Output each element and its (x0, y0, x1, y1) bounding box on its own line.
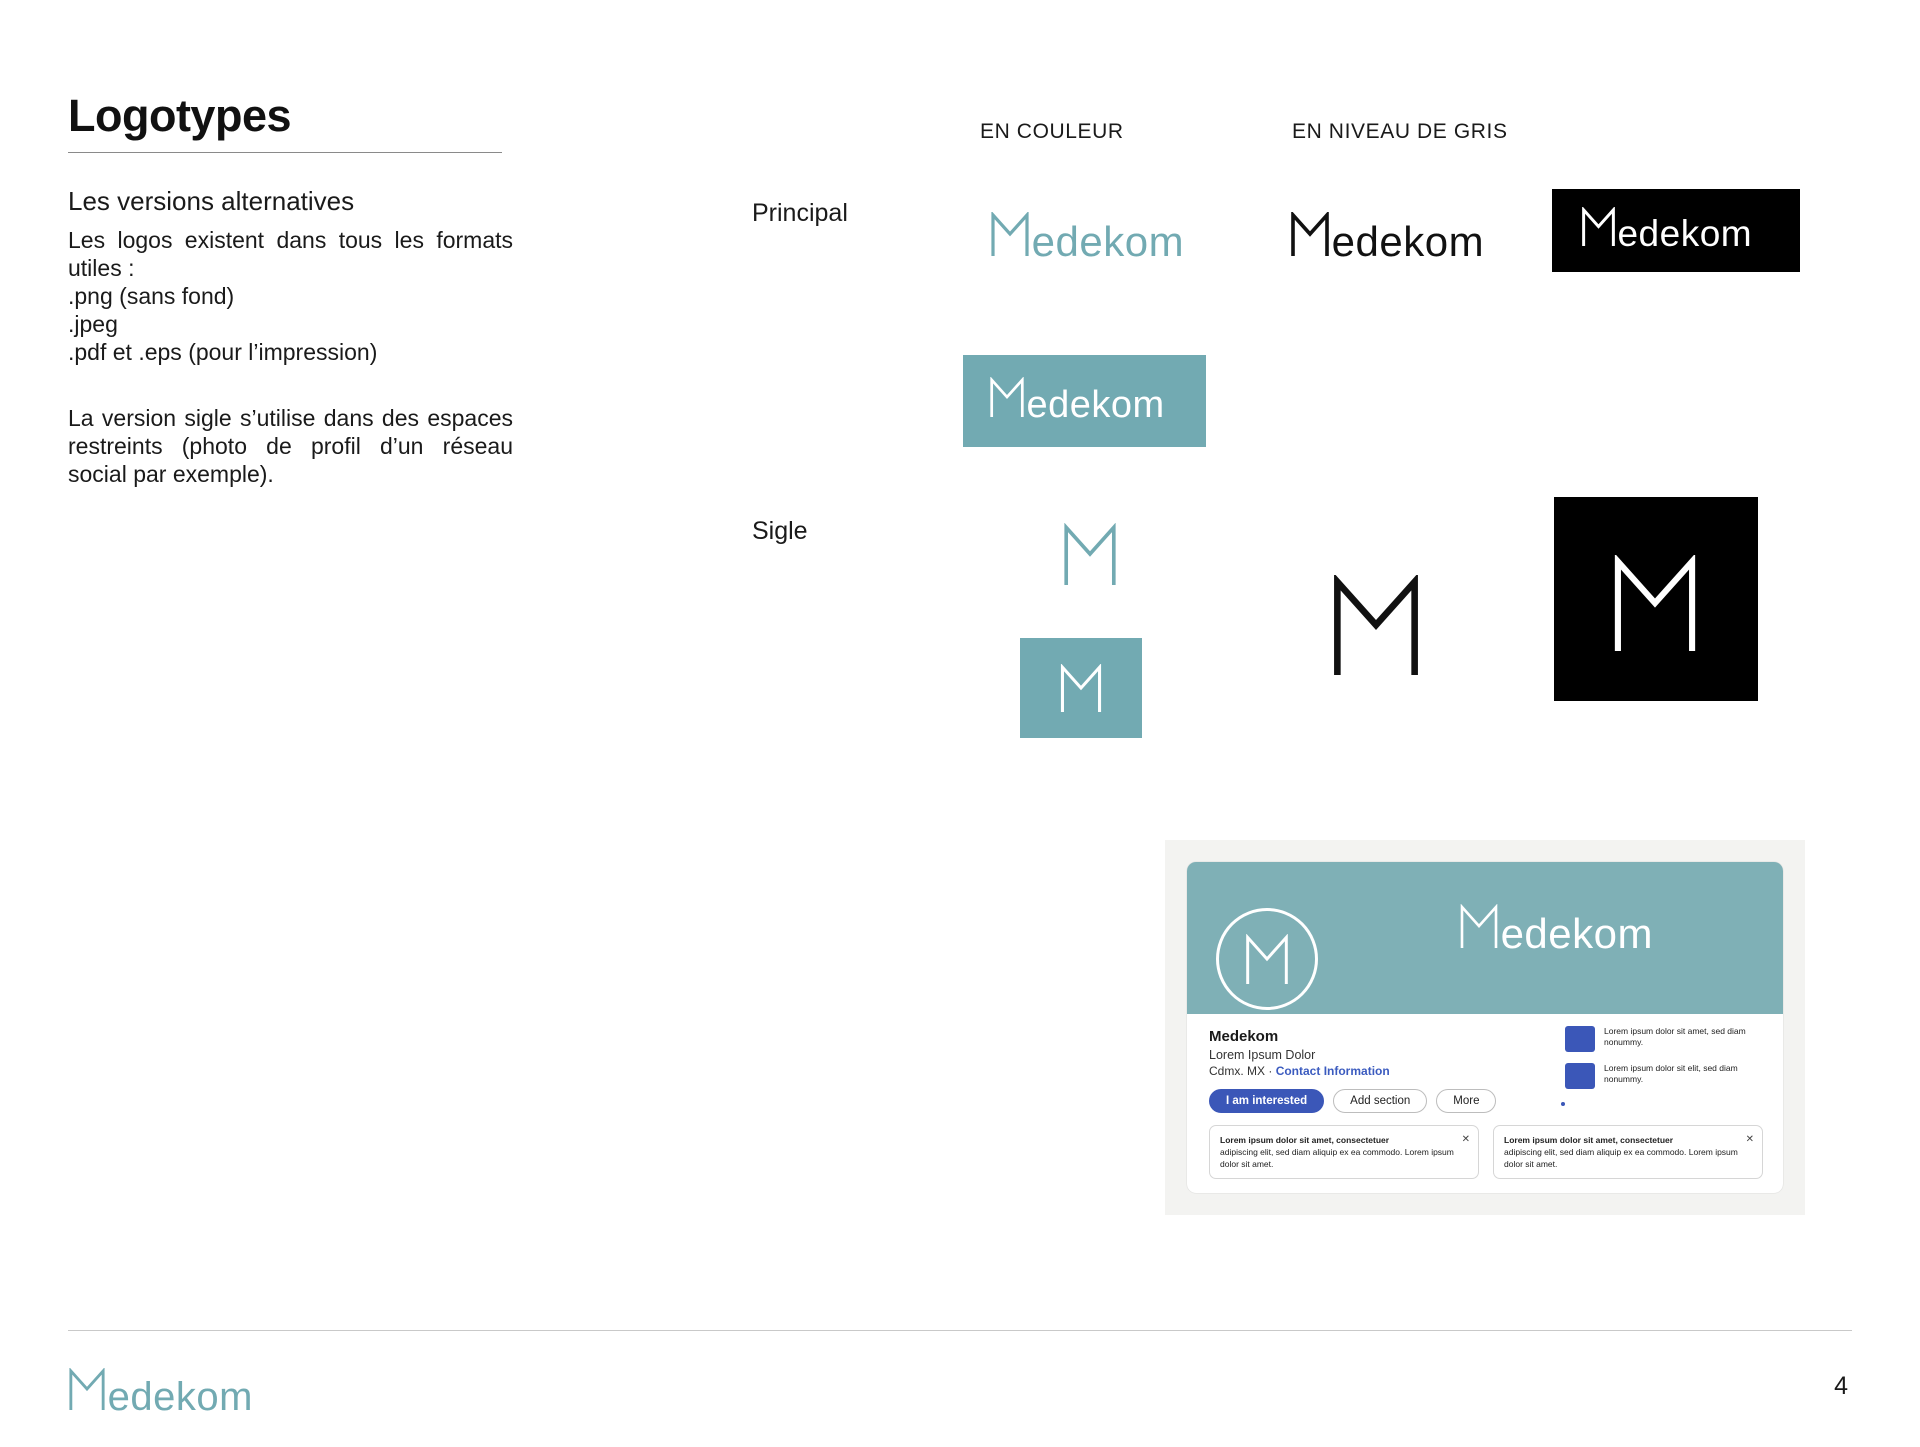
m-glyph-icon (1330, 575, 1422, 675)
column-header-color: EN COULEUR (980, 120, 1124, 143)
close-icon[interactable]: ✕ (1745, 1133, 1754, 1145)
m-glyph-icon (1062, 523, 1118, 585)
logo-principal-on-accent (963, 355, 1206, 447)
mockup-card (1187, 862, 1783, 1193)
thumbnail-placeholder (1565, 1063, 1595, 1089)
note-body: adipiscing elit, sed diam aliquip ex ea commodo. Lorem ipsum dolor sit amet. (1504, 1146, 1738, 1169)
mockup-body (1187, 1014, 1783, 1113)
wordmark-text: edekom (1026, 384, 1165, 426)
sigle-on-accent (1020, 638, 1142, 738)
side-card[interactable] (1565, 1026, 1765, 1052)
wordmark-text: edekom (1617, 213, 1753, 254)
logo-principal-grayscale (1290, 212, 1484, 266)
m-glyph-icon (1059, 664, 1103, 712)
avatar (1216, 908, 1318, 1010)
wordmark-on-accent (989, 377, 1165, 427)
m-glyph-icon (1244, 934, 1290, 984)
m-glyph-icon (1611, 555, 1699, 651)
note-title: Lorem ipsum dolor sit amet, consectetuer (1220, 1134, 1390, 1145)
mockup-banner-brand (1459, 904, 1653, 958)
thumbnail-placeholder (1565, 1026, 1595, 1052)
note-card[interactable] (1493, 1125, 1763, 1179)
sigle-inverted (1554, 497, 1758, 701)
wordmark-inverted (1581, 207, 1752, 255)
m-glyph-icon (990, 212, 1030, 256)
footer-divider (68, 1330, 1852, 1331)
text-column (68, 90, 513, 488)
side-card-text: Lorem ipsum dolor sit amet, sed diam nonummy. (1604, 1026, 1746, 1048)
column-header-grayscale: EN NIVEAU DE GRIS (1292, 120, 1508, 143)
m-glyph-icon (1459, 904, 1499, 948)
mockup-location-text: Cdmx. MX · (1209, 1064, 1273, 1078)
footer-logo-text: edekom (107, 1375, 253, 1419)
m-glyph-icon (989, 377, 1025, 417)
row-label-principal: Principal (752, 199, 848, 227)
interested-button[interactable]: I am interested (1209, 1089, 1324, 1113)
mockup-banner-brand-text: edekom (1500, 910, 1653, 957)
profile-mockup (1165, 840, 1805, 1215)
side-card-text: Lorem ipsum dolor sit elit, sed diam nonummy. (1604, 1063, 1738, 1085)
mockup-banner (1187, 862, 1783, 1014)
logo-principal-inverted (1552, 189, 1800, 272)
mockup-tagline: Lorem Ipsum Dolor (1209, 1048, 1316, 1062)
row-label-sigle: Sigle (752, 517, 808, 545)
m-glyph-icon (1290, 212, 1330, 256)
note-card[interactable] (1209, 1125, 1479, 1179)
note-body: adipiscing elit, sed diam aliquip ex ea commodo. Lorem ipsum dolor sit amet. (1220, 1146, 1454, 1169)
wordmark-text: edekom (1331, 218, 1485, 265)
mockup-contact-link[interactable]: Contact Information (1275, 1064, 1390, 1078)
section-subtitle: Les versions alternatives (68, 186, 355, 216)
paragraph-sigle: La version sigle s’utilise dans des espaces restreints (photo de profil d’un réseau social par exemple). (68, 405, 513, 488)
wordmark-grayscale (1290, 212, 1484, 266)
side-card[interactable] (1565, 1063, 1765, 1089)
paragraph-formats: Les logos existent dans tous les formats utiles : .png (sans fond) .jpeg .pdf et .eps (pour l’impression) (68, 227, 513, 366)
wordmark-text: edekom (1031, 218, 1185, 265)
sigle-grayscale (1330, 575, 1422, 675)
footer-logo (68, 1368, 253, 1420)
close-icon[interactable]: ✕ (1461, 1133, 1470, 1145)
page-title: Logotypes (68, 90, 292, 141)
m-glyph-icon (68, 1368, 106, 1410)
add-section-button[interactable]: Add section (1333, 1089, 1427, 1113)
note-title: Lorem ipsum dolor sit amet, consectetuer (1504, 1134, 1674, 1145)
logo-principal-color (990, 212, 1184, 266)
more-button[interactable]: More (1436, 1089, 1496, 1113)
mockup-notes (1209, 1125, 1763, 1179)
status-dot (1561, 1102, 1565, 1106)
m-glyph-icon (1581, 207, 1616, 246)
title-divider (68, 152, 502, 153)
sigle-color (1062, 523, 1118, 585)
mockup-side-cards (1565, 1026, 1765, 1100)
wordmark-color (990, 212, 1184, 266)
mockup-profile-name: Medekom (1209, 1028, 1279, 1045)
page-number: 4 (1834, 1372, 1848, 1400)
